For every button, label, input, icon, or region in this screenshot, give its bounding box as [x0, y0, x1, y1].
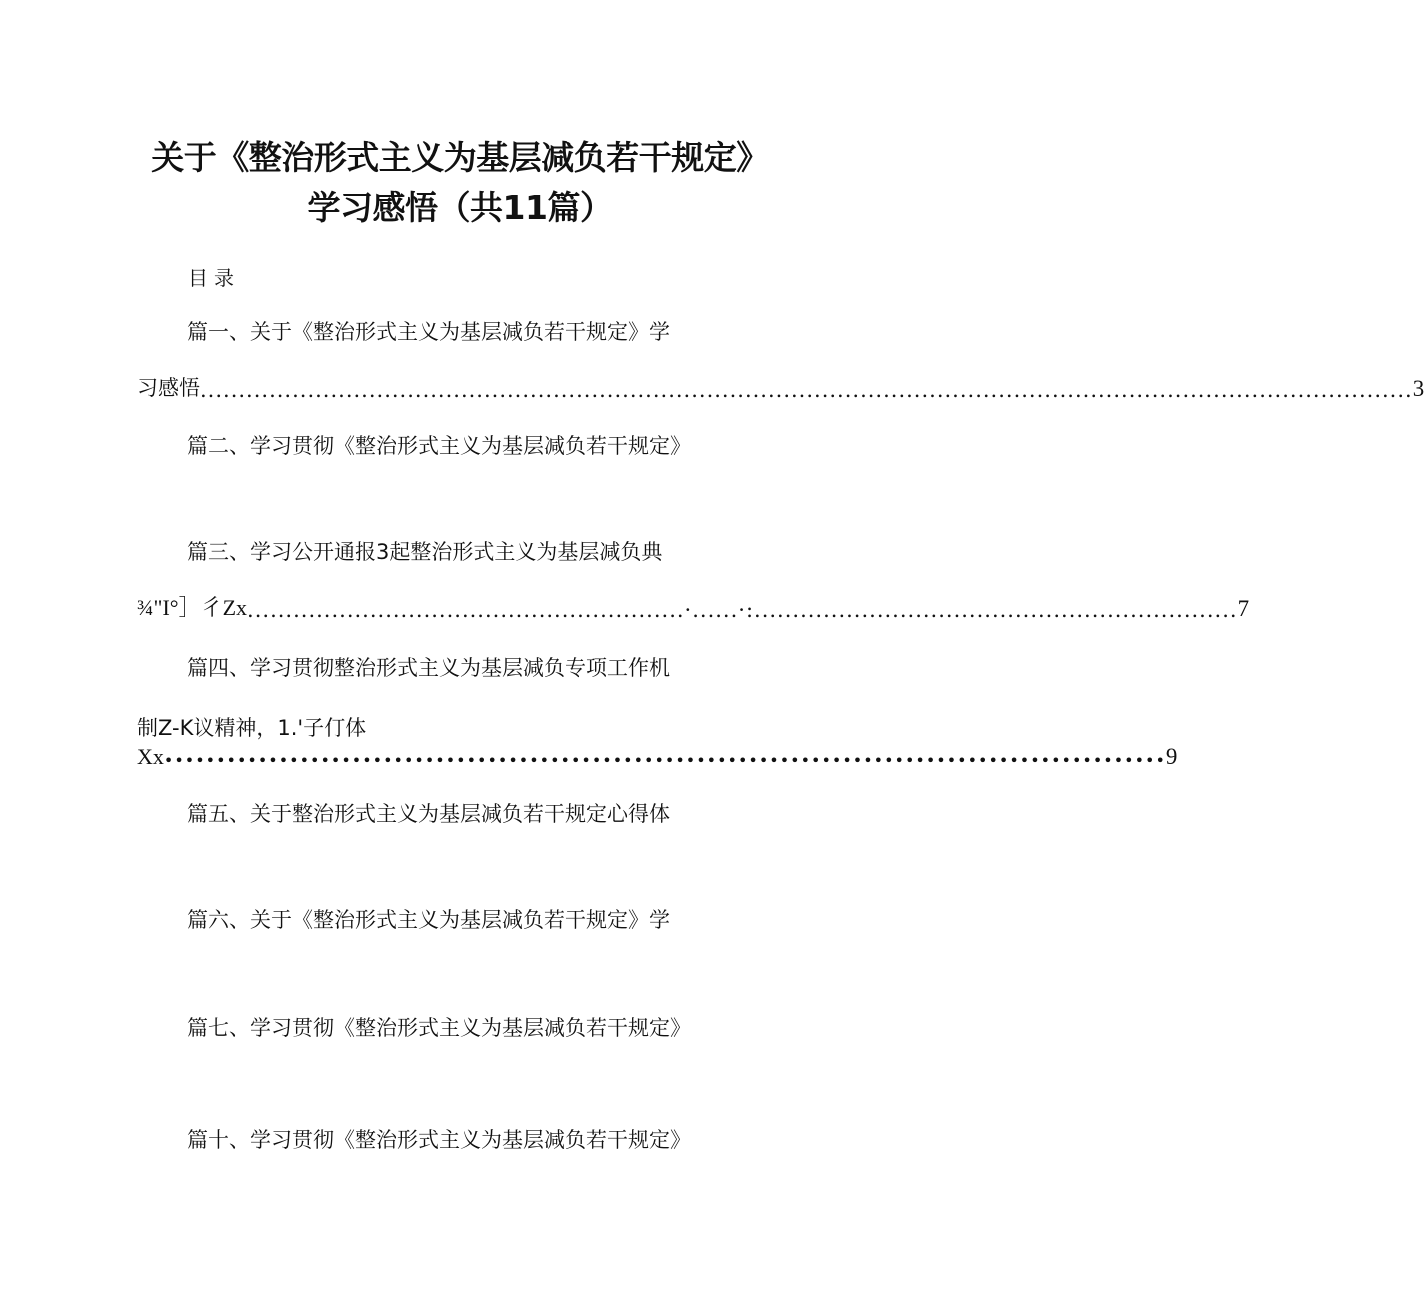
toc-entry-1-page: 3: [1412, 376, 1424, 401]
toc-entry-4-page: 9: [1165, 744, 1178, 769]
toc-heading: 目录: [188, 266, 240, 290]
bullet-leader: ••••••••••••••••••••••••••••••••••••••••••••••••••••••••••••••••••••••••••••••••••••••••••••••••: [163, 751, 1166, 770]
dot-leader: .........................................................·......·:...............................................................: [247, 598, 1238, 622]
toc-entry-2-title[interactable]: 篇二、学习贯彻《整治形式主义为基层减负若干规定》: [187, 434, 691, 458]
toc-entry-3-leader[interactable]: [137, 592, 1250, 622]
toc-entry-4-title[interactable]: 篇四、学习贯彻整治形式主义为基层减负专项工作机: [187, 656, 670, 680]
document-title-line-1: 关于《整治形式主义为基层减负若干规定》: [151, 138, 769, 177]
toc-entry-5-title[interactable]: 篇五、关于整治形式主义为基层减负若干规定心得体: [187, 802, 670, 826]
toc-entry-4-title-cont-2: Xx: [137, 744, 164, 769]
toc-entry-4-title-cont: 制Z-K议精神，1.'子仃体: [137, 716, 367, 740]
toc-entry-4-leader[interactable]: [137, 740, 1178, 770]
toc-entry-7-title[interactable]: 篇七、学习贯彻《整治形式主义为基层减负若干规定》: [187, 1016, 691, 1040]
toc-entry-3-title-cont: ¾"I°］彳Zx: [137, 595, 248, 620]
toc-entry-3-title[interactable]: 篇三、学习公开通报3起整治形式主义为基层减负典: [187, 540, 663, 564]
document-title-line-2: 学习感悟（共11篇）: [307, 188, 613, 227]
toc-entry-6-title[interactable]: 篇六、关于《整治形式主义为基层减负若干规定》学: [187, 908, 670, 932]
toc-entry-3-page: 7: [1237, 596, 1250, 621]
toc-entry-1-title-cont: 习感悟: [137, 376, 200, 400]
toc-entry-8-title[interactable]: 篇十、学习贯彻《整治形式主义为基层减负若干规定》: [187, 1128, 691, 1152]
toc-entry-1-leader[interactable]: [137, 372, 1424, 402]
dot-leader: ..............................................................................................................................................................: [200, 378, 1413, 402]
toc-entry-1-title[interactable]: 篇一、关于《整治形式主义为基层减负若干规定》学: [187, 320, 670, 344]
